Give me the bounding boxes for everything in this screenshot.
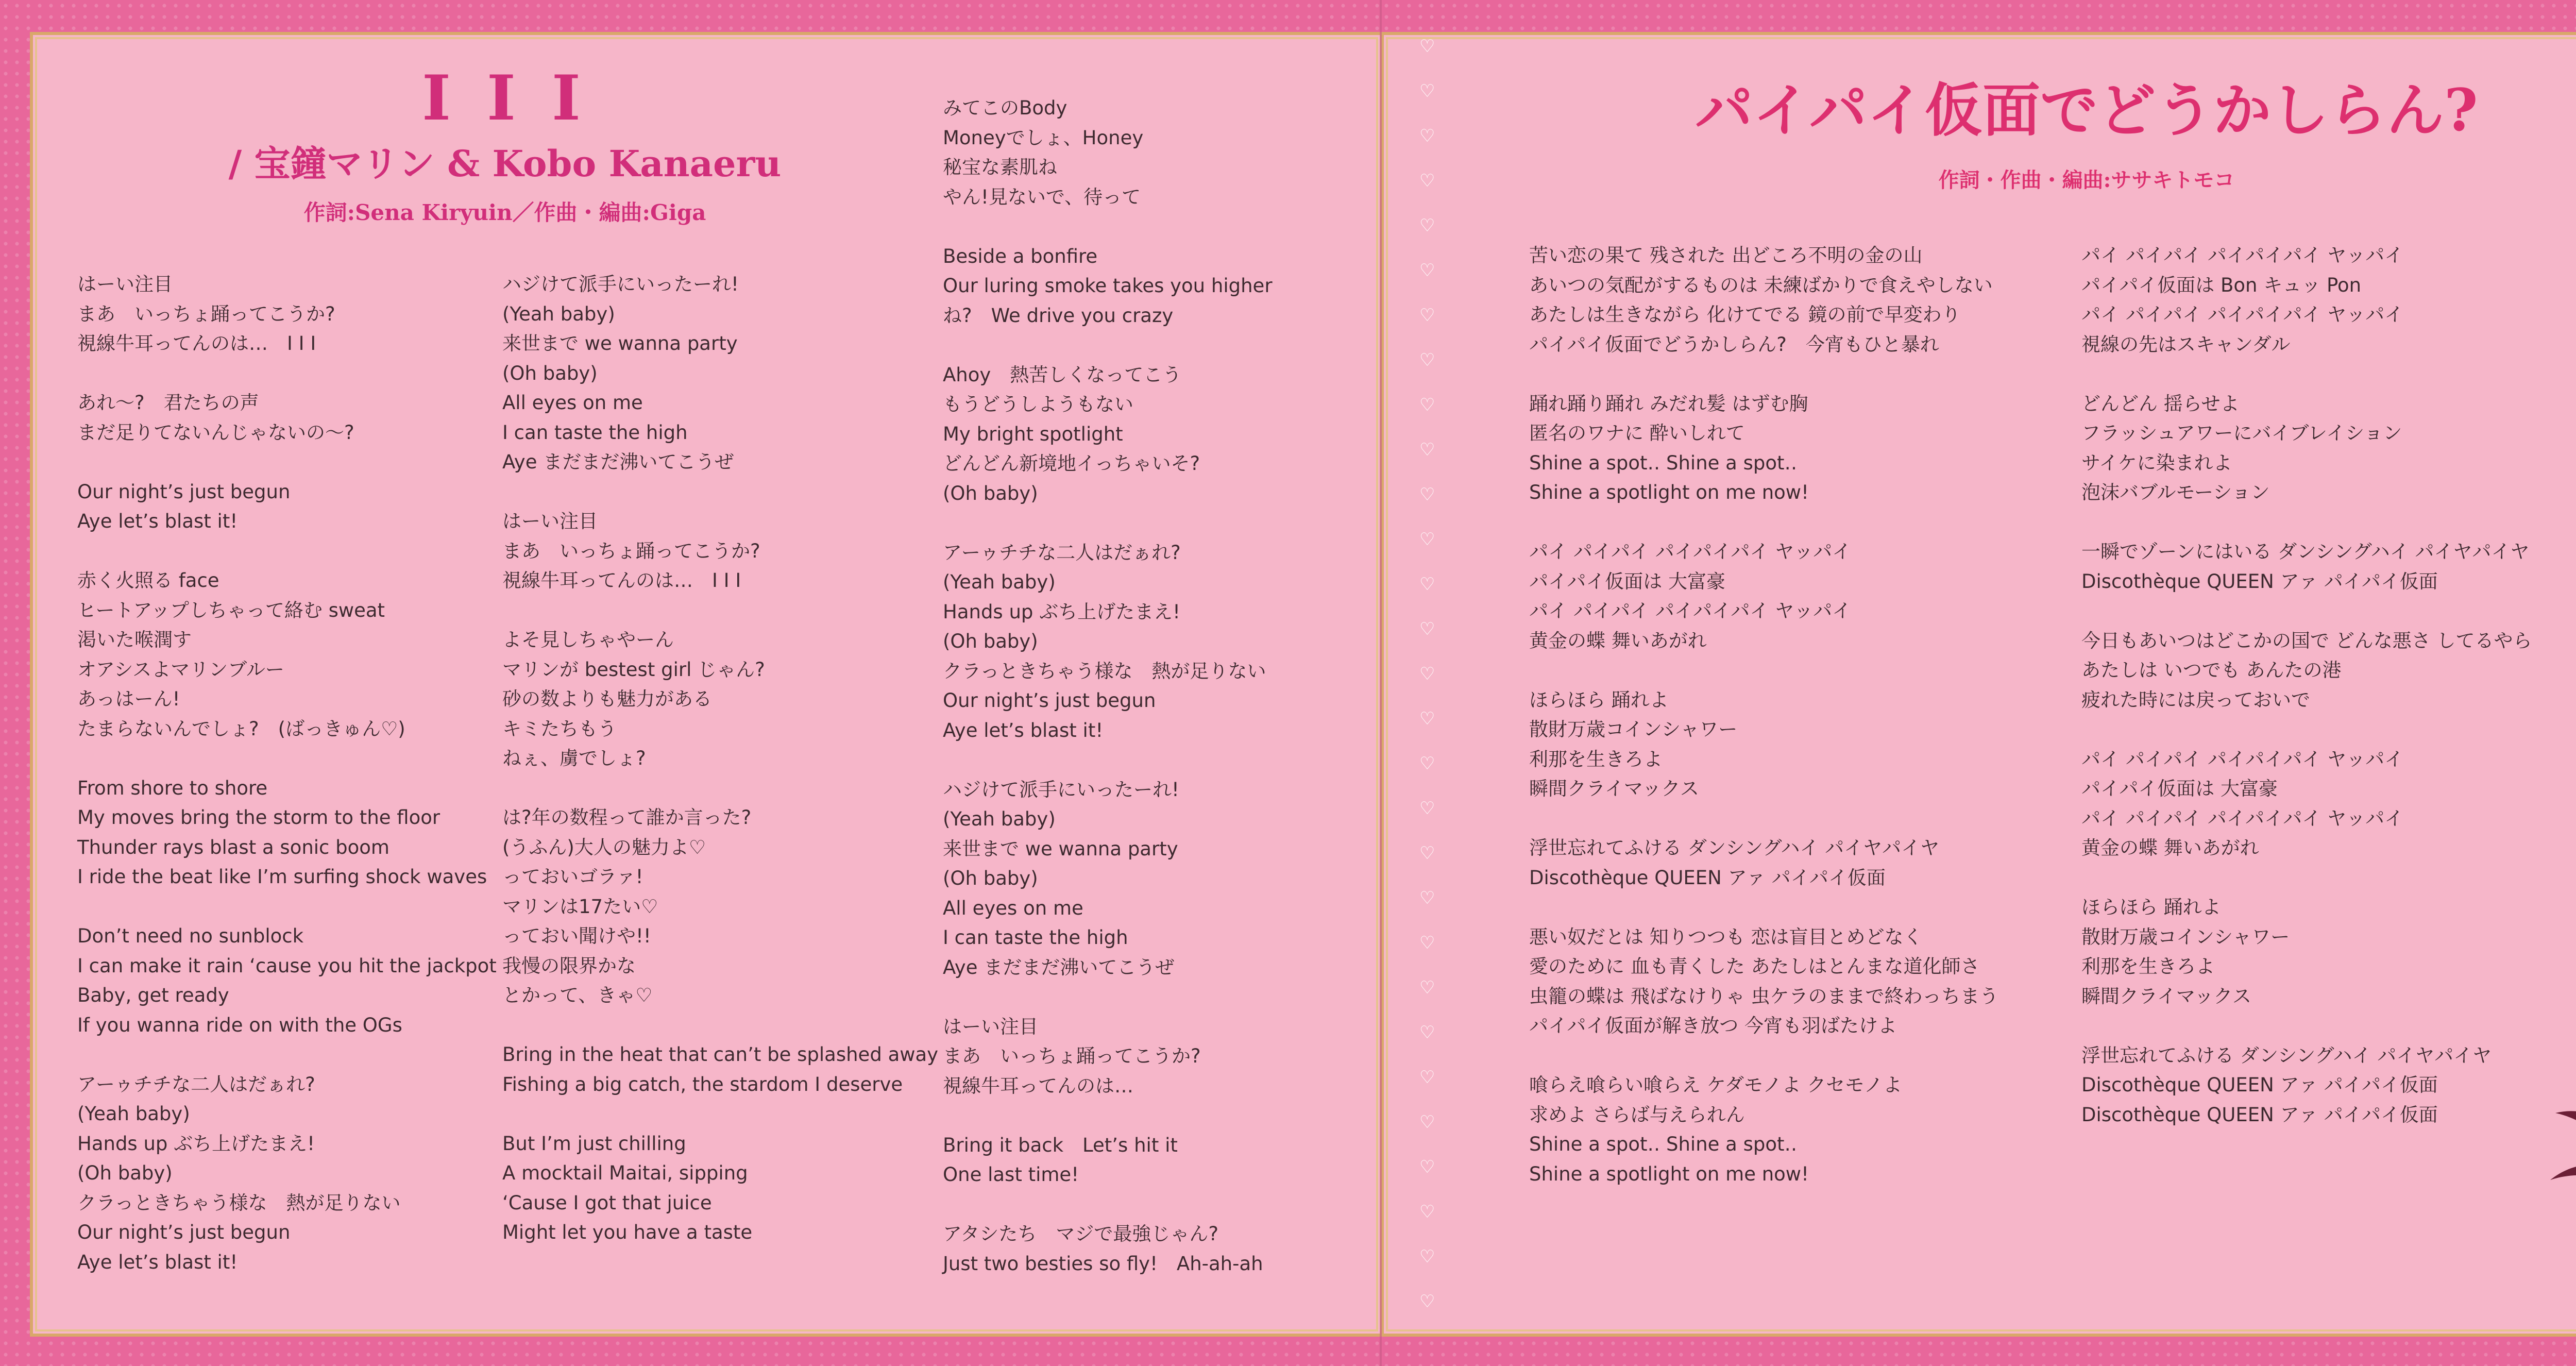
- lyric-line: ね? We drive you crazy: [943, 304, 1174, 327]
- lyric-line: (Oh baby): [943, 482, 1038, 504]
- heart-icon: ♡: [1419, 574, 1435, 595]
- lyric-line: 求めよ さらば与えられん: [1529, 1103, 1745, 1126]
- lyric-line: Don’t need no sunblock: [77, 925, 304, 947]
- lyric-line: あれ～? 君たちの声: [77, 392, 259, 414]
- song-title-right: パイパイ仮面でどうかしらん?: [1695, 77, 2478, 144]
- heart-icon: ♡: [1419, 1022, 1435, 1043]
- heart-icon: ♡: [1419, 1067, 1435, 1088]
- lyric-stanza: [2081, 892, 2532, 1011]
- booklet-spine: [1380, 0, 1382, 1366]
- lyric-line: はーい注目: [502, 510, 598, 532]
- lyric-line: とかって、きゃ♡: [502, 984, 653, 1006]
- lyric-line: (Oh baby): [943, 867, 1038, 889]
- lyric-stanza: [2081, 241, 2532, 359]
- lyric-line: 喰らえ喰らい喰らえ ケダモノよ クセモノよ: [1529, 1074, 1902, 1096]
- lyric-line: Aye let’s blast it!: [943, 719, 1104, 741]
- lyric-line: やん!見ないで、待って: [943, 185, 1141, 208]
- lyric-line: Discothèque QUEEN アァ パイパイ仮面: [2081, 570, 2438, 593]
- lyric-line: (Oh baby): [502, 362, 598, 384]
- lyrics-column-4: [1529, 241, 1998, 1219]
- lyric-stanza: [1529, 833, 1998, 892]
- lyric-stanza: [943, 360, 1273, 509]
- lyric-stanza: [1529, 389, 1998, 508]
- lyric-line: But I’m just chilling: [502, 1132, 686, 1155]
- lyric-line: あっはーん!: [77, 688, 180, 710]
- lyric-line: ヒートアップしちゃって絡む sweat: [77, 599, 385, 621]
- lyric-line: ハジけて派手にいったーれ!: [502, 273, 739, 295]
- lyric-line: どんどん新境地イっちゃいそ?: [943, 452, 1200, 475]
- lyrics-column-3: [943, 93, 1273, 1308]
- lyric-line: パイパイ仮面は 大富豪: [2081, 778, 2278, 800]
- lyric-line: 利那を生きろよ: [1529, 748, 1663, 770]
- lyric-stanza: [502, 1040, 938, 1099]
- lyric-line: Shine a spot‥ Shine a spot‥: [1529, 1133, 1798, 1155]
- artist-line: / 宝鐘マリン & Kobo Kanaeru: [228, 142, 782, 185]
- lyric-line: アーゥチチな二人はだぁれ?: [77, 1073, 315, 1095]
- lyric-stanza: [502, 1129, 938, 1247]
- lyric-line: パイ パイパイ パイパイパイ ヤッパイ: [2081, 244, 2404, 266]
- lyric-stanza: [1529, 922, 1998, 1041]
- heart-icon: ♡: [1419, 1112, 1435, 1133]
- lyric-line: 来世まで we wanna party: [502, 332, 738, 355]
- lyric-line: どんどん 揺らせよ: [2081, 392, 2240, 415]
- lyric-stanza: [943, 1131, 1273, 1190]
- lyric-line: Discothèque QUEEN アァ パイパイ仮面: [2081, 1074, 2438, 1096]
- lyrics-column-2: [502, 269, 938, 1277]
- lyrics-column-1: [77, 269, 497, 1307]
- lyric-line: はーい注目: [943, 1015, 1038, 1038]
- lyric-line: 浮世忘れてふける ダンシングハイ パイヤパイヤ: [2081, 1044, 2492, 1067]
- lyric-line: キミたちもう: [502, 717, 617, 740]
- lyric-line: 黄金の蝶 舞いあがれ: [2081, 837, 2259, 859]
- lyric-line: From shore to shore: [77, 777, 268, 799]
- heart-icon: ♡: [1419, 664, 1435, 684]
- lyric-stanza: [943, 1012, 1273, 1101]
- heart-icon: ♡: [1419, 305, 1435, 326]
- lyric-line: は?年の数程って誰か言った?: [502, 806, 752, 829]
- lyric-line: Aye まだまだ沸いてこうぜ: [943, 956, 1175, 979]
- lyric-stanza: [1529, 241, 1998, 359]
- lyric-line: オアシスよマリンブルー: [77, 658, 284, 681]
- heart-icon: ♡: [1419, 933, 1435, 953]
- heart-icon: ♡: [1419, 888, 1435, 908]
- lyric-line: あたしは いつでも あんたの港: [2081, 659, 2342, 681]
- lyric-line: Discothèque QUEEN アァ パイパイ仮面: [2081, 1103, 2438, 1126]
- lyric-stanza: [77, 773, 497, 892]
- lyric-line: Bring in the heat that can’t be splashed away: [502, 1043, 939, 1066]
- lyric-line: Baby, get ready: [77, 984, 229, 1006]
- lyric-line: I can make it rain ‘cause you hit the jackpot: [77, 954, 497, 977]
- lyric-line: 散財万歳コインシャワー: [2081, 925, 2290, 948]
- lyric-line: みてこのBody: [943, 97, 1067, 119]
- lyric-line: クラっときちゃう様な 熱が足りない: [943, 660, 1266, 682]
- lyric-line: 散財万歳コインシャワー: [1529, 718, 1738, 740]
- lyric-stanza: [2081, 389, 2532, 508]
- lyric-stanza: [2081, 537, 2532, 596]
- lyric-line: (Yeah baby): [502, 302, 615, 325]
- lyric-line: 利那を生きろよ: [2081, 955, 2215, 977]
- lyric-line: Discothèque QUEEN アァ パイパイ仮面: [1529, 866, 1886, 889]
- lyric-line: はーい注目: [77, 273, 173, 295]
- credits-left: 作詞:Sena Kiryuin／作曲・編曲:Giga: [303, 200, 706, 225]
- lyric-line: あいつの気配がするものは 未練ばかりで食えやしない: [1529, 274, 1993, 296]
- lyric-line: If you wanna ride on with the OGs: [77, 1014, 402, 1036]
- lyric-line: I ride the beat like I’m surfing shock waves: [77, 866, 487, 888]
- lyric-line: よそ見しちゃやーん: [502, 629, 674, 651]
- heart-icon: ♡: [1419, 1291, 1435, 1312]
- lyric-line: 赤く火照る face: [77, 569, 219, 592]
- lyrics-column-5: [2081, 241, 2532, 1159]
- lyric-line: My bright spotlight: [943, 423, 1123, 445]
- lyric-line: Shine a spotlight on me now!: [1529, 481, 1809, 503]
- lyric-line: まあ いっちょ踊ってこうか?: [77, 302, 335, 325]
- lyric-stanza: [77, 477, 497, 536]
- lyric-line: アーゥチチな二人はだぁれ?: [943, 541, 1181, 564]
- lyric-line: Our night’s just begun: [77, 1221, 291, 1243]
- lyric-line: ハジけて派手にいったーれ!: [943, 778, 1179, 801]
- lyric-line: 視線牛耳ってんのは… I I I: [77, 332, 316, 355]
- lyric-stanza: [77, 388, 497, 447]
- heart-icon: ♡: [1419, 709, 1435, 729]
- heart-icon: ♡: [1419, 260, 1435, 281]
- lyric-line: 浮世忘れてふける ダンシングハイ パイヤパイヤ: [1529, 837, 1940, 859]
- heart-icon: ♡: [1419, 36, 1435, 57]
- lyric-line: 我慢の限界かな: [502, 954, 636, 977]
- lyric-line: アタシたち マジで最強じゃん?: [943, 1223, 1219, 1245]
- credits-right: 作詞・作曲・編曲:ササキトモコ: [1938, 168, 2235, 192]
- lyric-line: っておいゴラァ!: [502, 866, 643, 888]
- lyric-stanza: [2081, 626, 2532, 715]
- lyric-line: 匿名のワナに 酔いしれて: [1529, 422, 1745, 444]
- lyric-line: ほらほら 踊れよ: [2081, 896, 2221, 918]
- lyric-line: Hands up ぶち上げたまえ!: [943, 600, 1181, 623]
- lyric-line: Ahoy 熱苦しくなってこう: [943, 363, 1182, 386]
- lyric-line: (Oh baby): [943, 630, 1038, 652]
- lyric-stanza: [943, 538, 1273, 746]
- lyric-line: 視線牛耳ってんのは… I I I: [502, 569, 741, 592]
- lyric-line: (Yeah baby): [943, 571, 1056, 593]
- lyric-line: 一瞬でゾーンにはいる ダンシングハイ パイヤパイヤ: [2081, 541, 2530, 563]
- lyric-stanza: [77, 566, 497, 744]
- lyric-line: 疲れた時には戻っておいで: [2081, 688, 2310, 711]
- lyric-line: Just two besties so fly! Ah-ah-ah: [943, 1252, 1263, 1275]
- lyric-line: Beside a bonfire: [943, 245, 1098, 267]
- lyric-line: Might let you have a taste: [502, 1221, 753, 1243]
- lyric-line: I can taste the high: [502, 421, 688, 444]
- lyric-line: パイパイ仮面が解き放つ 今宵も羽ばたけよ: [1529, 1015, 1897, 1037]
- lyric-line: 瞬間クライマックス: [2081, 985, 2252, 1007]
- lyric-stanza: [502, 269, 938, 477]
- heart-icon: ♡: [1419, 171, 1435, 191]
- lyric-stanza: [502, 625, 938, 773]
- lyric-line: Our luring smoke takes you higher: [943, 275, 1273, 297]
- lyric-line: パイパイ仮面は 大富豪: [1529, 570, 1726, 593]
- lyric-line: ‘Cause I got that juice: [502, 1191, 712, 1214]
- lyric-line: パイ パイパイ パイパイパイ ヤッパイ: [1529, 600, 1852, 622]
- lyric-stanza: [77, 1070, 497, 1277]
- lyric-line: まあ いっちょ踊ってこうか?: [943, 1045, 1201, 1067]
- palm-tree-icon: [2550, 1056, 2576, 1366]
- heart-icon: ♡: [1419, 529, 1435, 550]
- lyric-line: 瞬間クライマックス: [1529, 778, 1700, 800]
- lyric-line: Shine a spotlight on me now!: [1529, 1162, 1809, 1185]
- lyric-line: 今日もあいつはどこかの国で どんな悪さ してるやら: [2081, 629, 2532, 652]
- lyric-line: 来世まで we wanna party: [943, 837, 1178, 860]
- lyric-line: Our night’s just begun: [77, 480, 291, 503]
- heart-icon: ♡: [1419, 753, 1435, 774]
- lyric-line: I can taste the high: [943, 926, 1128, 949]
- lyric-line: A mocktail Maitai, sipping: [502, 1162, 748, 1184]
- lyric-stanza: [1529, 537, 1998, 655]
- lyric-line: Moneyでしょ、Honey: [943, 126, 1144, 149]
- lyric-line: Fishing a big catch, the stardom I deserve: [502, 1073, 903, 1095]
- lyric-line: パイパイ仮面は Bon キュッ Pon: [2081, 274, 2362, 296]
- lyric-stanza: [2081, 1041, 2532, 1130]
- lyric-line: フラッシュアワーにバイブレイション: [2081, 422, 2402, 444]
- lyric-line: 苦い恋の果て 残された 出どころ不明の金の山: [1529, 244, 1923, 266]
- lyric-line: 悪い奴だとは 知りつつも 恋は盲目とめどなく: [1529, 925, 1923, 948]
- lyric-line: (Yeah baby): [943, 808, 1056, 830]
- lyric-line: 砂の数よりも魅力がある: [502, 688, 712, 710]
- lyric-line: Shine a spot‥ Shine a spot‥: [1529, 451, 1798, 474]
- lyric-stanza: [77, 269, 497, 359]
- lyric-line: Bring it back Let’s hit it: [943, 1134, 1178, 1156]
- lyric-line: パイ パイパイ パイパイパイ ヤッパイ: [2081, 748, 2404, 770]
- lyric-line: クラっときちゃう様な 熱が足りない: [77, 1191, 401, 1214]
- heart-icon: ♡: [1419, 440, 1435, 460]
- lyric-line: 秘宝な素肌ね: [943, 156, 1057, 178]
- lyric-line: パイ パイパイ パイパイパイ ヤッパイ: [1529, 541, 1852, 563]
- lyric-line: ねぇ、虜でしょ?: [502, 747, 646, 769]
- lyric-line: まだ足りてないんじゃないの～?: [77, 421, 354, 444]
- lyric-line: All eyes on me: [502, 392, 643, 414]
- heart-icon: ♡: [1419, 395, 1435, 415]
- lyric-line: もうどうしようもない: [943, 393, 1133, 415]
- lyric-stanza: [943, 775, 1273, 983]
- lyric-line: (Yeah baby): [77, 1103, 190, 1125]
- lyric-stanza: [1529, 685, 1998, 804]
- lyric-stanza: [1529, 1070, 1998, 1189]
- lyric-line: 渇いた喉潤す: [77, 629, 192, 651]
- lyric-line: 泡沫バブルモーション: [2081, 481, 2270, 503]
- heart-icon: ♡: [1419, 619, 1435, 639]
- heart-icon: ♡: [1419, 126, 1435, 146]
- lyric-line: あたしは生きながら 化けてでる 鏡の前で早変わり: [1529, 303, 1961, 326]
- lyric-line: まあ いっちょ踊ってこうか?: [502, 539, 760, 562]
- lyric-line: 視線の先はスキャンダル: [2081, 333, 2291, 356]
- lyric-stanza: [502, 803, 938, 1010]
- lyric-line: パイパイ仮面でどうかしらん? 今宵もひと暴れ: [1529, 333, 1939, 356]
- heart-icon: ♡: [1419, 1202, 1435, 1222]
- heart-icon: ♡: [1419, 484, 1435, 505]
- lyric-line: My moves bring the storm to the floor: [77, 806, 440, 829]
- lyric-stanza: [2081, 745, 2532, 863]
- lyric-line: 踊れ踊り踊れ みだれ髪 はずむ胸: [1529, 392, 1808, 415]
- lyric-line: Hands up ぶち上げたまえ!: [77, 1132, 315, 1155]
- heart-icon: ♡: [1419, 1246, 1435, 1267]
- lyric-line: マリンが bestest girl じゃん?: [502, 658, 765, 681]
- lyric-stanza: [502, 507, 938, 596]
- lyric-line: Aye let’s blast it!: [77, 510, 238, 532]
- lyric-line: パイ パイパイ パイパイパイ ヤッパイ: [2081, 303, 2404, 326]
- lyric-line: Aye let’s blast it!: [77, 1251, 238, 1273]
- lyric-line: マリンは17たい♡: [502, 895, 658, 918]
- lyric-line: ほらほら 踊れよ: [1529, 688, 1669, 711]
- lyric-line: All eyes on me: [943, 897, 1083, 919]
- lyric-stanza: [943, 1219, 1273, 1278]
- heart-divider: [1419, 36, 1445, 1340]
- lyric-line: 虫籠の蝶は 飛ばなけりゃ 虫ケラのままで終わっちまう: [1529, 985, 1999, 1007]
- heart-icon: ♡: [1419, 977, 1435, 998]
- lyric-stanza: [943, 242, 1273, 331]
- heart-icon: ♡: [1419, 350, 1435, 370]
- lyric-stanza: [77, 921, 497, 1040]
- lyric-stanza: [943, 93, 1273, 212]
- lyric-line: 愛のために 血も青くした あたしはとんまな道化師さ: [1529, 955, 1980, 977]
- lyric-line: パイ パイパイ パイパイパイ ヤッパイ: [2081, 807, 2404, 830]
- lyric-line: たまらないんでしょ? (ばっきゅん♡): [77, 717, 405, 740]
- heart-icon: ♡: [1419, 81, 1435, 102]
- heart-icon: ♡: [1419, 843, 1435, 864]
- lyric-line: っておい聞けや!!: [502, 925, 651, 947]
- heart-icon: ♡: [1419, 798, 1435, 819]
- lyric-line: Our night’s just begun: [943, 689, 1156, 712]
- heart-icon: ♡: [1419, 215, 1435, 236]
- lyric-line: 視線牛耳ってんのは…: [943, 1074, 1133, 1097]
- lyric-line: (Oh baby): [77, 1162, 173, 1184]
- lyric-line: (うふん)大人の魅力よ♡: [502, 836, 706, 858]
- heart-icon: ♡: [1419, 1157, 1435, 1177]
- lyric-line: One last time!: [943, 1163, 1079, 1186]
- lyric-line: Aye まだまだ沸いてこうぜ: [502, 451, 734, 473]
- song-title-left: I I I: [422, 62, 588, 134]
- lyric-line: 黄金の蝶 舞いあがれ: [1529, 629, 1707, 652]
- lyric-line: Thunder rays blast a sonic boom: [77, 836, 389, 858]
- lyric-line: サイケに染まれよ: [2081, 451, 2232, 474]
